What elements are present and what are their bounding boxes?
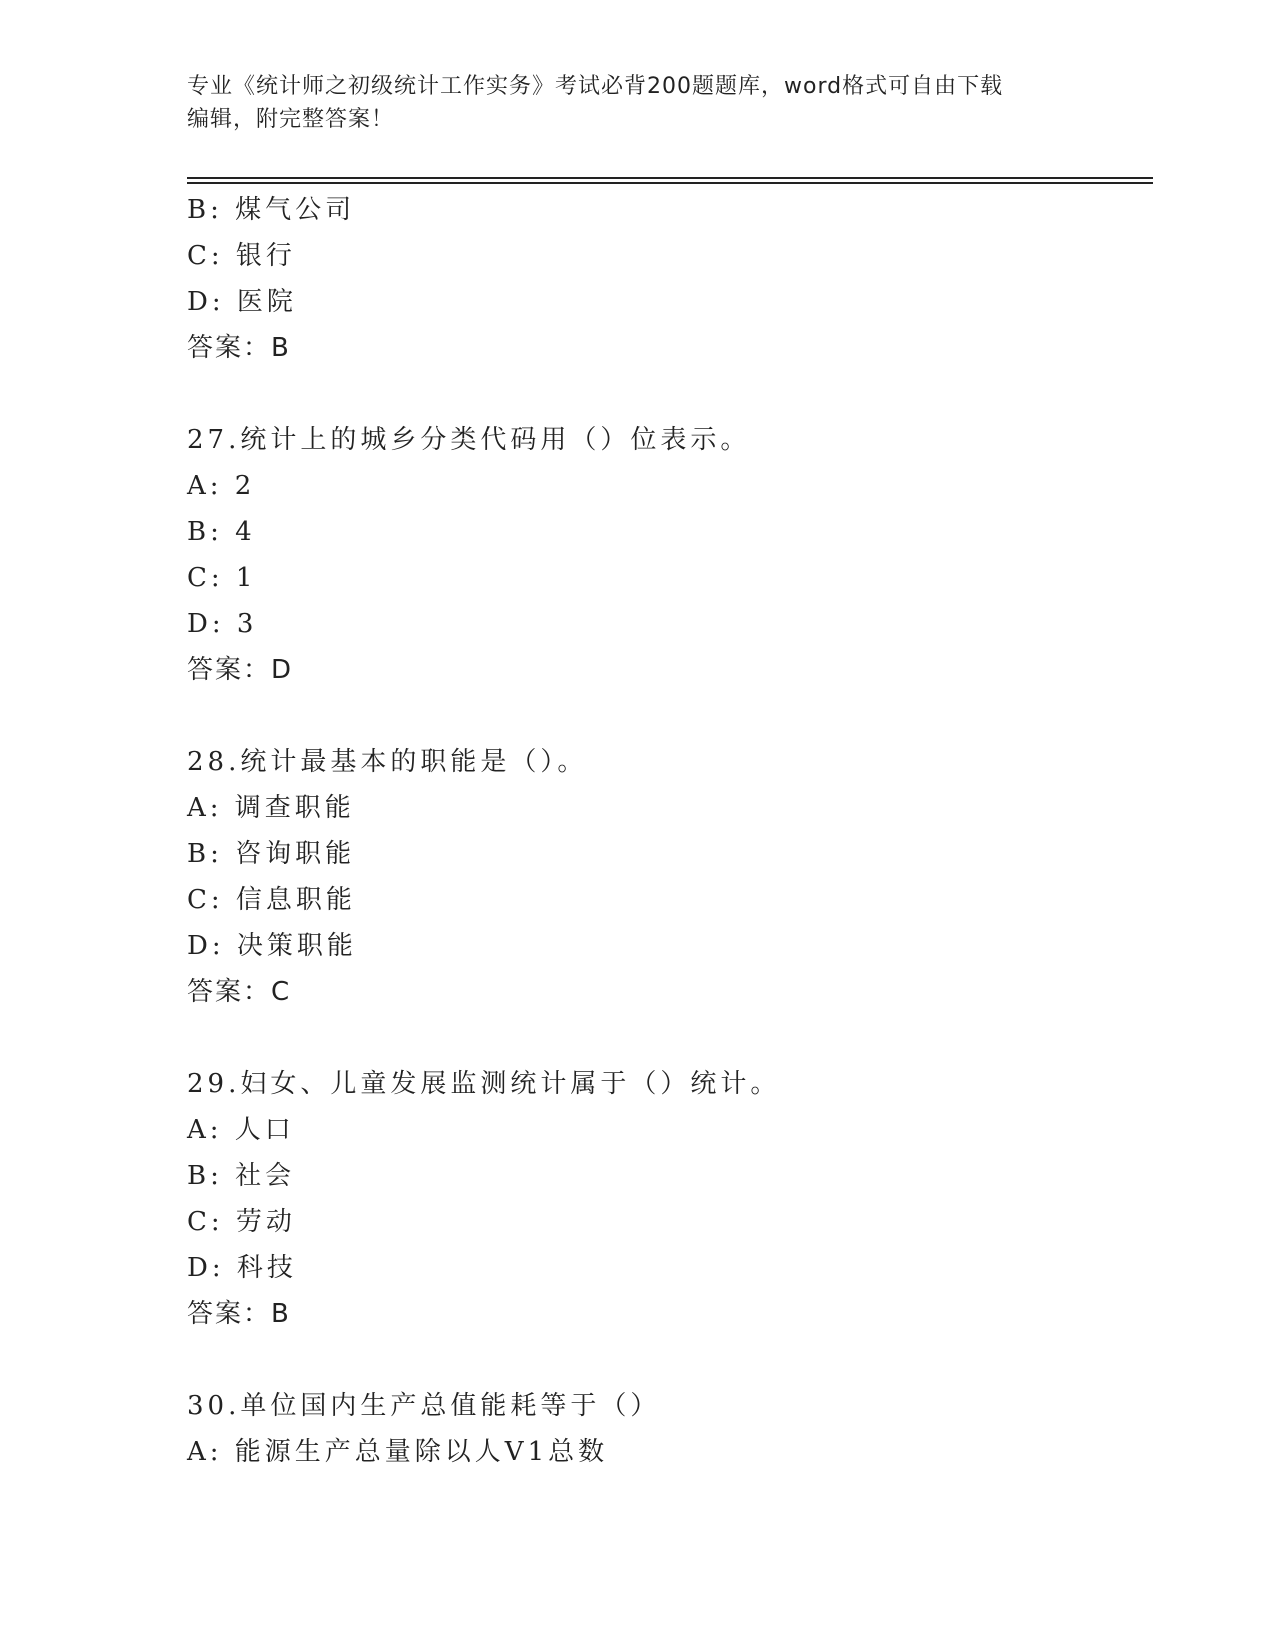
question-text: 27.统计上的城乡分类代码用（）位表示。	[187, 425, 751, 455]
spacer	[187, 1015, 1147, 1061]
spacer	[187, 693, 1147, 739]
question-text: 29.妇女、儿童发展监测统计属于（）统计。	[187, 1069, 781, 1099]
header-line-2: 编辑，附完整答案！	[187, 107, 395, 132]
option-d: D: 决策职能	[187, 931, 357, 961]
option-b: B: 煤气公司	[187, 195, 356, 225]
option-d: D: 科技	[187, 1253, 297, 1283]
header-line-1: 专业《统计师之初级统计工作实务》考试必背200题题库，word格式可自由下载	[187, 74, 1004, 99]
header-divider-top	[187, 177, 1153, 179]
document-header	[187, 70, 1087, 136]
option-d: D: 医院	[187, 287, 297, 317]
answer-line: 答案：C	[187, 977, 292, 1007]
header-divider-bottom	[187, 182, 1153, 184]
question-list	[187, 187, 1147, 1475]
question-text: 28.统计最基本的职能是（）。	[187, 747, 588, 777]
option-c: C: 1	[187, 563, 257, 593]
answer-line: 答案：D	[187, 655, 294, 685]
spacer	[187, 1337, 1147, 1383]
spacer	[187, 371, 1147, 417]
option-c: C: 银行	[187, 241, 296, 271]
option-c: C: 信息职能	[187, 885, 356, 915]
answer-line: 答案：B	[187, 1299, 291, 1329]
option-a: A: 能源生产总量除以人V1总数	[187, 1437, 609, 1467]
option-a: A: 2	[187, 471, 256, 501]
question-text: 30.单位国内生产总值能耗等于（）	[187, 1391, 661, 1421]
option-a: A: 调查职能	[187, 793, 355, 823]
option-b: B: 咨询职能	[187, 839, 356, 869]
option-b: B: 社会	[187, 1161, 296, 1191]
answer-line: 答案：B	[187, 333, 291, 363]
option-d: D: 3	[187, 609, 258, 639]
option-b: B: 4	[187, 517, 256, 547]
option-a: A: 人口	[187, 1115, 295, 1145]
option-c: C: 劳动	[187, 1207, 296, 1237]
